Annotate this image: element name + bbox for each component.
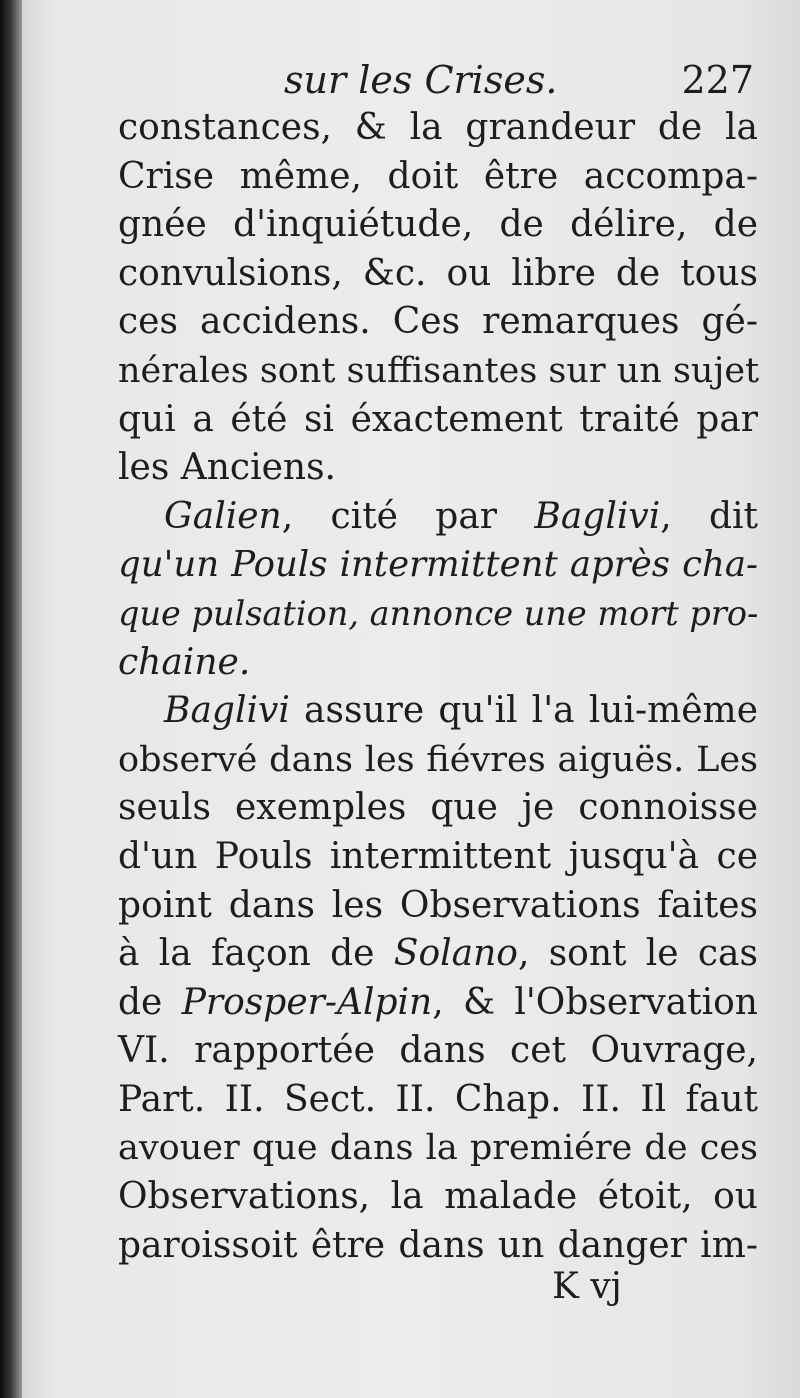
text-line	[118, 1076, 758, 1125]
text-line	[118, 1124, 758, 1173]
italic-text: que pulsation, annonce une mort pro-	[118, 593, 759, 633]
text-run: à la façon de	[118, 933, 394, 975]
signature-mark: K vj	[552, 1266, 622, 1307]
text-line	[118, 784, 758, 833]
text-line	[118, 930, 758, 979]
text-line	[118, 444, 758, 493]
text-line	[118, 882, 758, 931]
text-line	[118, 1027, 758, 1076]
text-line	[118, 250, 758, 299]
italic-text: Prosper-Alpin	[181, 981, 433, 1023]
text-line	[118, 347, 758, 396]
text-run: d'un Pouls intermittent jusqu'à ce	[118, 835, 758, 877]
text-run: constances, & la grandeur de la	[118, 107, 758, 148]
text-run: qui a été si éxactement traité par	[118, 398, 758, 440]
text-line	[118, 979, 758, 1028]
text-line	[118, 1173, 758, 1222]
text-run: , & l'Observation	[432, 981, 758, 1023]
text-run: VI. rapportée dans cet Ouvrage,	[118, 1030, 758, 1072]
text-run: nérales sont suffisantes sur un sujet	[118, 350, 760, 391]
text-run: gnée d'inquiétude, de délire, de	[118, 204, 758, 246]
italic-text: Solano	[393, 933, 518, 975]
text-run: Part. II. Sect. II. Chap. II. Il faut	[118, 1078, 758, 1120]
text-run: , dit	[660, 495, 759, 537]
text-line	[118, 104, 758, 153]
italic-text: Baglivi	[164, 690, 290, 732]
text-run: seuls exemples que je connoisse	[118, 787, 758, 829]
text-run: ces accidens. Ces remarques gé-	[118, 301, 758, 343]
text-run: paroissoit être dans un danger im-	[118, 1224, 758, 1266]
text-line	[118, 396, 758, 445]
text-line	[118, 833, 758, 882]
book-page	[22, 0, 800, 1398]
body-text	[118, 104, 758, 1270]
text-run: convulsions, &c. ou libre de tous	[118, 252, 758, 294]
text-run: Crise même, doit être accompa-	[118, 155, 758, 197]
text-line	[118, 590, 758, 639]
text-run: de	[118, 981, 182, 1023]
running-title: sur les Crises.	[284, 58, 558, 102]
text-run: Observations, la malade étoit, ou	[118, 1176, 758, 1218]
text-run: avouer que dans la premiére de ces	[118, 1128, 758, 1169]
text-line	[118, 493, 758, 542]
text-run: point dans les Observations faites	[118, 884, 758, 926]
text-line	[118, 736, 758, 785]
text-run: , sont le cas	[517, 933, 758, 975]
italic-text: Baglivi	[534, 495, 661, 537]
text-line	[118, 687, 758, 736]
text-line	[118, 1222, 758, 1271]
text-line	[118, 153, 758, 202]
book-gutter-shadow	[0, 0, 22, 1398]
text-line	[118, 298, 758, 347]
italic-text: qu'un Pouls intermittent après cha-	[118, 544, 758, 586]
italic-text: chaine.	[118, 641, 251, 683]
text-line	[118, 201, 758, 250]
text-run: , cité par	[281, 495, 535, 537]
page-number: 227	[681, 58, 754, 102]
text-line	[118, 541, 758, 590]
text-run: assure qu'il l'a lui-même	[289, 690, 758, 732]
running-head	[284, 58, 754, 102]
italic-text: Galien	[164, 495, 282, 537]
text-run: les Anciens.	[118, 447, 337, 489]
text-run: observé dans les fiévres aiguës. Les	[118, 739, 758, 780]
text-line	[118, 639, 758, 688]
